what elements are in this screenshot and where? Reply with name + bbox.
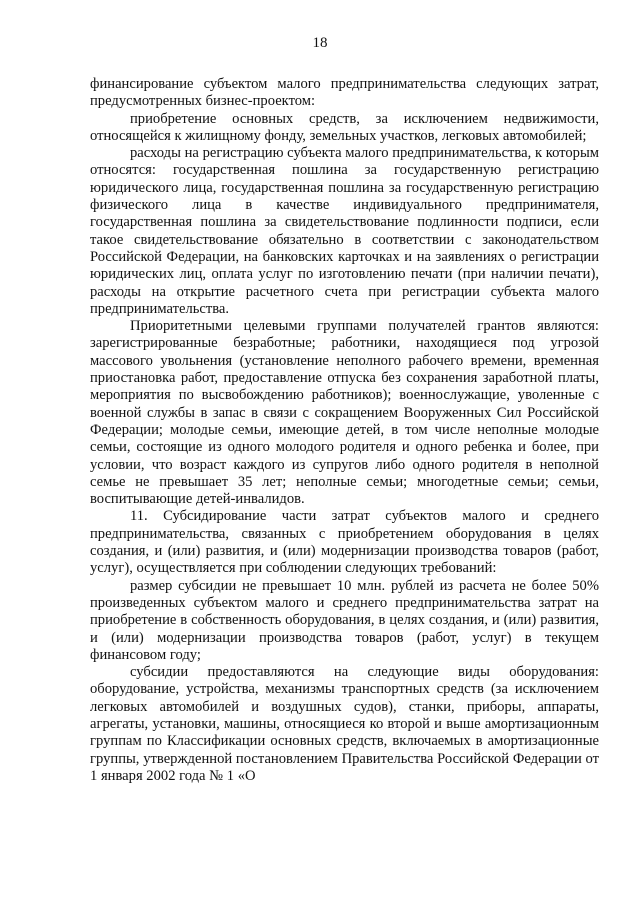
paragraph-subsidy-amount: размер субсидии не превышает 10 млн. рублей из расчета не более 50% произведенных субъектом малого и среднего предпринимательства затрат на приобретение в собственность оборудования, в целях создания, и (или) развития, и (или) модернизации производства товаров (работ, услуг) в текущем финансовом году; — [90, 577, 599, 663]
paragraph-priority-groups: Приоритетными целевыми группами получателей грантов являются: зарегистрированные безработные; работники, находящиеся под угрозой массового увольнения (установление неполного рабочего времени, временная приостановка работ, предоставление отпуска без сохранения заработной платы, мероприятия по высвобождению работников); военнослужащие, уволенные с военной службы в запас в связи с сокращением Вооруженных Сил Российской Федерации; молодые семьи, имеющие детей, в том числе неполные молодые семьи, состоящие из одного молодого родителя и одного ребенка и более, при условии, что возраст каждого из супругов либо одного родителя в неполной семье не превышает 35 лет; неполные семьи; многодетные семьи; семьи, воспитывающие детей-инвалидов. — [90, 318, 599, 508]
document-body — [90, 76, 599, 785]
paragraph-section-11: 11. Субсидирование части затрат субъектов малого и среднего предпринимательства, связанных с приобретением оборудования в целях создания, и (или) развития, и (или) модернизации производства товаров (работ, услуг), осуществляется при соблюдении следующих требований: — [90, 508, 599, 577]
page-number: 18 — [312, 35, 328, 51]
paragraph-fixed-assets: приобретение основных средств, за исключением недвижимости, относящейся к жилищному фонду, земельных участков, легковых автомобилей; — [90, 110, 599, 144]
paragraph-equipment-types: субсидии предоставляются на следующие виды оборудования: оборудование, устройства, механизмы транспортных средств (за исключением легковых автомобилей и воздушных судов), станки, приборы, аппараты, агрегаты, установки, машины, относящиеся ко второй и выше амортизационным группам по Классификации основных средств, включаемых в амортизационные группы, утвержденной постановлением Правительства Российской Федерации от 1 января 2002 года № 1 «О — [90, 664, 599, 784]
paragraph-registration-costs: расходы на регистрацию субъекта малого предпринимательства, к которым относятся: государственная пошлина за государственную регистрацию юридического лица, государственная пошлина за государственную регистрацию физического лица в качестве индивидуального предпринимателя, государственная пошлина за свидетельствование подлинности подписи, если такое свидетельствование обязательно в соответствии с законодательством Российской Федерации, на банковских карточках и на заявлениях о регистрации юридических лиц, оплата услуг по изготовлению печати (при наличии печати), расходы на открытие расчетного счета при регистрации субъекта малого предпринимательства. — [90, 145, 599, 317]
paragraph-financing-intro: финансирование субъектом малого предпринимательства следующих затрат, предусмотренных бизнес-проектом: — [90, 76, 599, 110]
